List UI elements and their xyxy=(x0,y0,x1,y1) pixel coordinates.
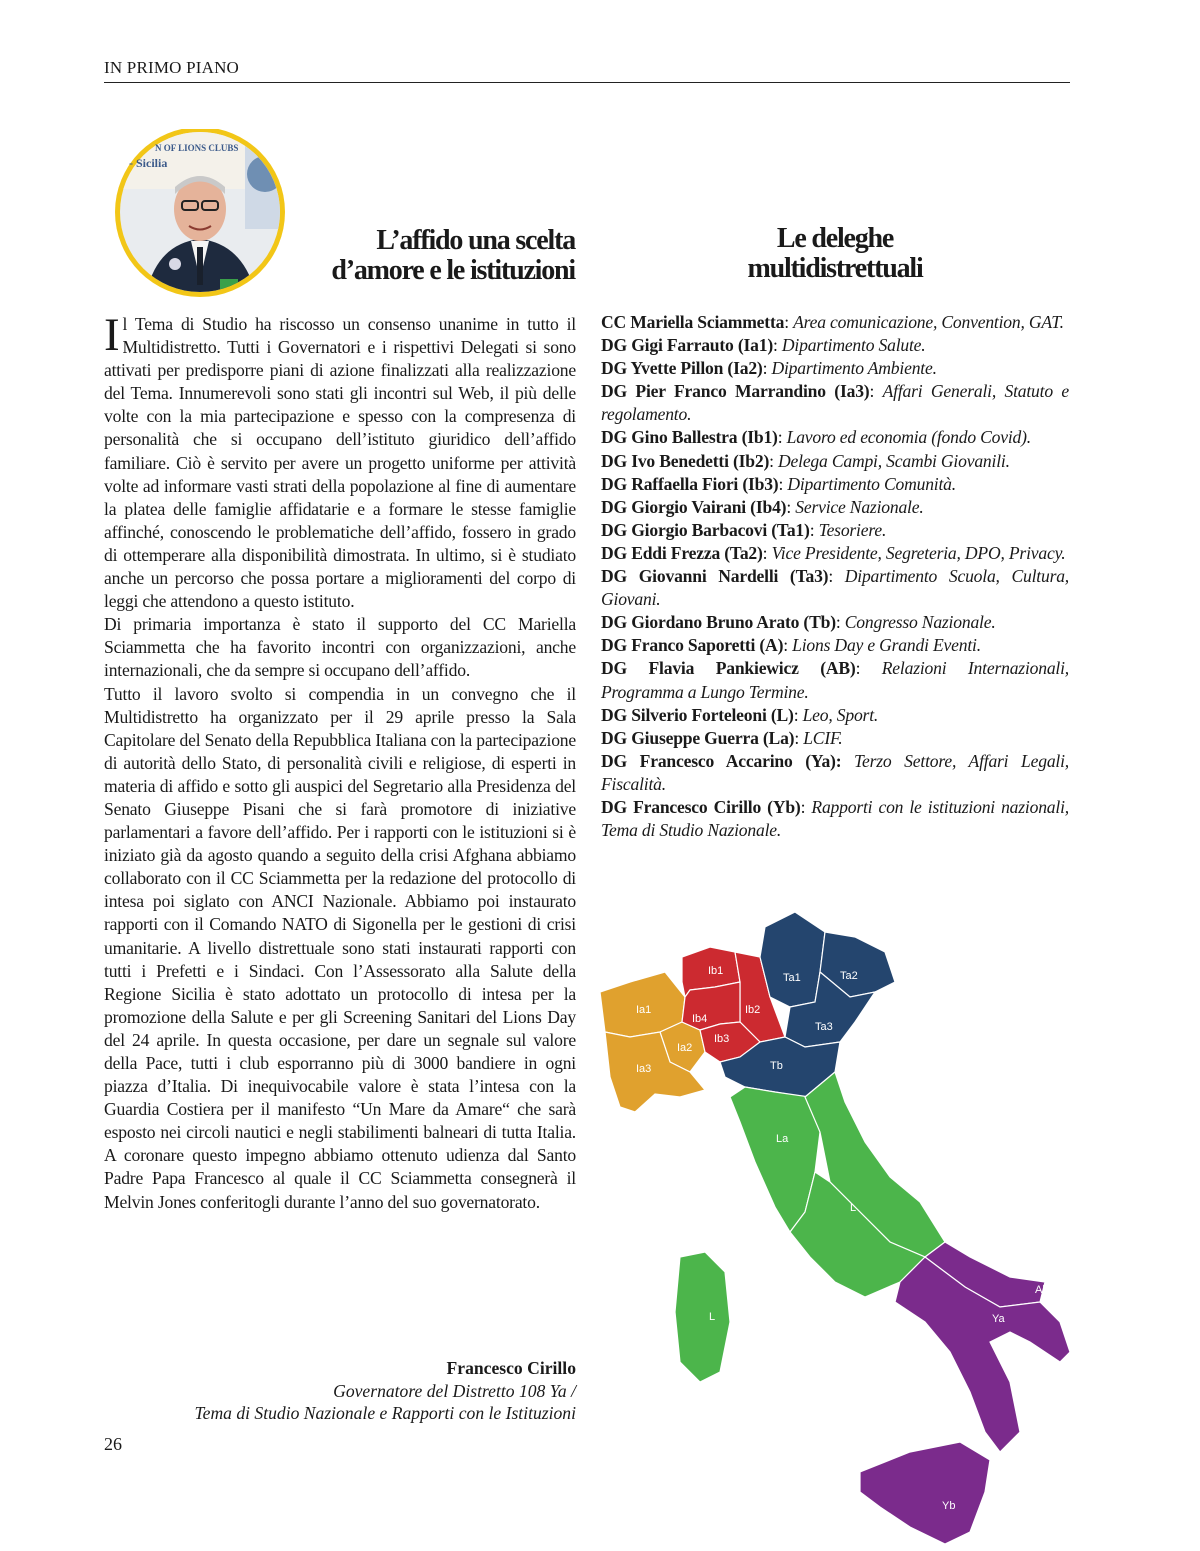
delegate-name: DG Francesco Cirillo (Yb) xyxy=(601,796,801,817)
delegate-name: DG Giorgio Barbacovi (Ta1) xyxy=(601,519,810,540)
article-paragraph: Di primaria importanza è stato il supporto del CC Mariella Sciammetta che ha favorito incontri con organizzazioni, anche internazionali, che da sempre si occupano dell’affido. xyxy=(104,614,576,681)
photo-banner-text: - Sicilia xyxy=(129,156,168,170)
delegation-entry xyxy=(601,357,1069,380)
delegation-entry xyxy=(601,727,1069,750)
delegation-entry xyxy=(601,426,1069,449)
delegate-separator: : xyxy=(784,312,794,332)
region-ta1 xyxy=(760,912,825,1007)
author-role: Tema di Studio Nazionale e Rapporti con le Istituzioni xyxy=(194,1403,576,1423)
map-label-ib2: Ib2 xyxy=(745,1004,761,1016)
delegate-role: Service Nazionale. xyxy=(795,496,924,517)
delegate-separator: : xyxy=(800,796,812,817)
delegate-separator xyxy=(841,751,854,771)
delegation-entry xyxy=(601,634,1069,657)
map-label-a: A xyxy=(897,1171,905,1183)
map-label-l-sardinia: L xyxy=(709,1311,716,1323)
delegate-separator: : xyxy=(769,450,779,471)
region-l-sardinia xyxy=(675,1252,730,1382)
delegation-entry xyxy=(601,473,1069,496)
delegate-separator: : xyxy=(793,704,803,725)
delegation-entry xyxy=(601,519,1069,542)
delegation-entry xyxy=(601,704,1069,727)
map-label-ia2: Ia2 xyxy=(677,1042,693,1054)
delegate-role: Terzo Settore, Affari Legali, Fiscalità. xyxy=(601,750,1070,794)
article-body xyxy=(104,309,576,1214)
article-title: L’affido una scelta d’amore e le istituzioni xyxy=(331,225,575,286)
delegate-name: DG Francesco Accarino (Ya): xyxy=(601,750,842,771)
delegation-entry xyxy=(601,657,1069,703)
author-role: Governatore del Distretto 108 Ya / xyxy=(333,1380,576,1401)
map-label-ya: Ya xyxy=(992,1313,1005,1325)
section-label: IN PRIMO PIANO xyxy=(104,58,240,77)
delegate-name: DG Giuseppe Guerra (La) xyxy=(601,727,795,748)
delegate-separator: : xyxy=(869,381,883,402)
delegate-name: DG Flavia Pankiewicz (AB) xyxy=(601,658,856,679)
delegate-role: Affari Generali, Statuto e regolamento. xyxy=(601,381,1069,425)
delegate-separator: : xyxy=(762,358,772,379)
map-label-yb: Yb xyxy=(942,1500,956,1512)
delegate-name: DG Pier Franco Marrandino (Ia3) xyxy=(601,381,870,402)
delegate-separator: : xyxy=(762,542,772,563)
delegations-list xyxy=(601,311,1069,842)
header-rule xyxy=(104,82,1070,83)
map-label-ta1: Ta1 xyxy=(783,972,801,984)
delegate-separator: : xyxy=(777,427,787,448)
region-yb xyxy=(860,1442,990,1544)
delegate-separator: : xyxy=(783,635,793,656)
map-label-ta3: Ta3 xyxy=(815,1021,833,1033)
delegate-role: Vice Presidente, Segreteria, DPO, Privacy. xyxy=(771,542,1066,563)
map-label-ia1: Ia1 xyxy=(636,1004,652,1016)
delegate-role: Dipartimento Ambiente. xyxy=(771,358,937,379)
delegate-role: Lions Day e Grandi Eventi. xyxy=(792,635,981,656)
delegate-separator: : xyxy=(794,727,804,748)
delegate-separator: : xyxy=(778,473,788,494)
delegation-entry xyxy=(601,380,1069,426)
article-paragraph: Il Tema di Studio ha riscosso un consenso unanime in tutto il Multidistretto. Tutti i Governatori e i rispettivi Delegati si sono attivati per predisporre piani di azione finalizzati alla realizzazione del Tema. Innumerevoli sono stati gli incontri sul Web, il più delle volte con la mia partecipazione e spesso con la compresenza di personalità che si occupano dell’istituto giuridico dell’affido familiare. Ciò è servito per avere un progetto uniforme per attività volte ad informare vasti strati della popolazione al fine di aumentare la platea delle famiglie affidatarie e a formare le stesse famiglie affinché, conoscendo le problematiche dell’affido, fossero in grado di ottemperare alla disponibilità dimostrata. In ultimo, si è studiato anche un percorso che possa portare a miglioramenti del corpo di leggi che attendono a questo istituto. xyxy=(104,309,576,612)
delegate-role: Relazioni Internazionali, Programma a Lungo Termine. xyxy=(601,658,1069,702)
delegate-name: DG Ivo Benedetti (Ib2) xyxy=(601,450,770,471)
delegate-name: DG Yvette Pillon (Ia2) xyxy=(601,358,763,379)
delegation-entry xyxy=(601,496,1069,519)
delegate-role: Congresso Nazionale. xyxy=(844,612,996,633)
map-label-l-main: L xyxy=(850,1202,857,1214)
map-label-ta2: Ta2 xyxy=(840,970,858,982)
delegate-role: Lavoro ed economia (fondo Covid). xyxy=(786,427,1032,448)
delegation-entry xyxy=(601,750,1069,796)
delegate-separator: : xyxy=(809,519,819,540)
map-label-ia3: Ia3 xyxy=(636,1063,652,1075)
delegate-separator: : xyxy=(835,612,845,633)
signature xyxy=(104,1357,576,1425)
delegate-role: Dipartimento Scuola, Cultura, Giovani. xyxy=(601,566,1070,610)
page-number: 26 xyxy=(104,1434,122,1454)
delegate-name: DG Giordano Bruno Arato (Tb) xyxy=(601,612,836,633)
delegate-role: Dipartimento Salute. xyxy=(781,335,926,356)
delegation-entry xyxy=(601,450,1069,473)
map-label-tb: Tb xyxy=(770,1060,783,1072)
italy-districts-map xyxy=(590,912,1150,1551)
delegate-name: DG Giovanni Nardelli (Ta3) xyxy=(601,566,829,587)
delegation-entry xyxy=(601,796,1069,842)
delegation-entry xyxy=(601,565,1069,611)
delegation-entry xyxy=(601,311,1069,334)
delegate-name: DG Silverio Forteleoni (L) xyxy=(601,704,794,725)
map-label-ib4: Ib4 xyxy=(692,1013,708,1025)
delegate-role: Dipartimento Comunità. xyxy=(787,473,956,494)
photo-banner-text: N OF LIONS CLUBS xyxy=(155,143,239,153)
delegate-name: DG Raffaella Fiori (Ib3) xyxy=(601,473,779,494)
delegate-role: Leo, Sport. xyxy=(802,704,879,725)
map-label-ib1: Ib1 xyxy=(708,965,724,977)
author-name: Francesco Cirillo xyxy=(446,1358,576,1378)
delegate-separator: : xyxy=(828,566,845,587)
delegate-name: DG Franco Saporetti (A) xyxy=(601,635,784,656)
map-label-ib3: Ib3 xyxy=(714,1033,730,1045)
delegation-entry xyxy=(601,542,1069,565)
delegate-role: Area comunicazione, Convention, GAT. xyxy=(793,312,1064,332)
delegations-title: Le deleghe multidistrettuali xyxy=(747,223,923,284)
delegate-role: Rapporti con le istituzioni nazionali, Tema di Studio Nazionale. xyxy=(601,796,1069,841)
delegate-separator: : xyxy=(786,496,796,517)
delegate-role: LCIF. xyxy=(803,727,843,748)
delegate-name: DG Giorgio Vairani (Ib4) xyxy=(601,496,787,517)
delegate-name: DG Gino Ballestra (Ib1) xyxy=(601,427,778,448)
delegate-role: Delega Campi, Scambi Giovanili. xyxy=(778,450,1010,471)
dropcap: I xyxy=(104,309,120,361)
delegate-separator: : xyxy=(773,335,782,356)
map-label-ab: Ab xyxy=(1035,1284,1049,1296)
delegate-name: DG Eddi Frezza (Ta2) xyxy=(601,542,763,563)
delegate-separator: : xyxy=(855,658,882,679)
article-paragraph: Tutto il lavoro svolto si compendia in un convegno che il Multidistretto ha organizzato per il 29 aprile presso la Sala Capitolare del Senato della Repubblica Italiana con la partecipazione di autorità dello Stato, di personalità civili e religiose, di esperti in materia di affido e sotto gli auspici del Segretario alla Presidenza del Senato Giuseppe Pisani che si farà promotore di iniziative parlamentari a favore dell’affido. Per i rapporti con le istituzioni si è iniziato già da agosto quando a seguito della crisi Afghana abbiamo collaborato con il CC Sciammetta per la redazione del protocollo di intesa poi siglato con ANCI Nazionale. Abbiamo poi instaurato rapporti con il Comando NATO di Sigonella per le gestioni di crisi umanitarie. A livello distrettuale sono stati instaurati rapporti con tutti i Prefetti e i Sindaci. Con l’Assessorato alla Salute della Regione Sicilia è stato adottato un protocollo di intesa per la promozione della Salute e per gli Screening Sanitari del Lions Day del 24 aprile. In questa occasione, per dare un segnale sul valore della Pace, tutti i club esporranno più di 3000 bandiere in ogni piazza d’Italia. Di inequivocabile valore è stata l’intesa con la Guardia Costiera per il manifesto “Un Mare da Amare“ che sarà esposto nei circoli nautici e negli stabilimenti balneari di tutta Italia. A coronare questo impegno abbiamo ottenuto udienza dal Santo Padre Papa Francesco al quale il CC Sciammetta consegnerà il Melvin Jones conferitogli durante l’anno del suo governatorato. xyxy=(104,683,576,1212)
map-label-la: La xyxy=(776,1133,789,1145)
delegation-entry xyxy=(601,611,1069,634)
delegation-entry xyxy=(601,334,1069,357)
delegate-name: DG Gigi Farrauto (Ia1) xyxy=(601,335,774,356)
author-portrait xyxy=(105,129,295,299)
delegate-role: Tesoriere. xyxy=(818,519,887,540)
delegate-name: CC Mariella Sciammetta xyxy=(601,312,785,332)
